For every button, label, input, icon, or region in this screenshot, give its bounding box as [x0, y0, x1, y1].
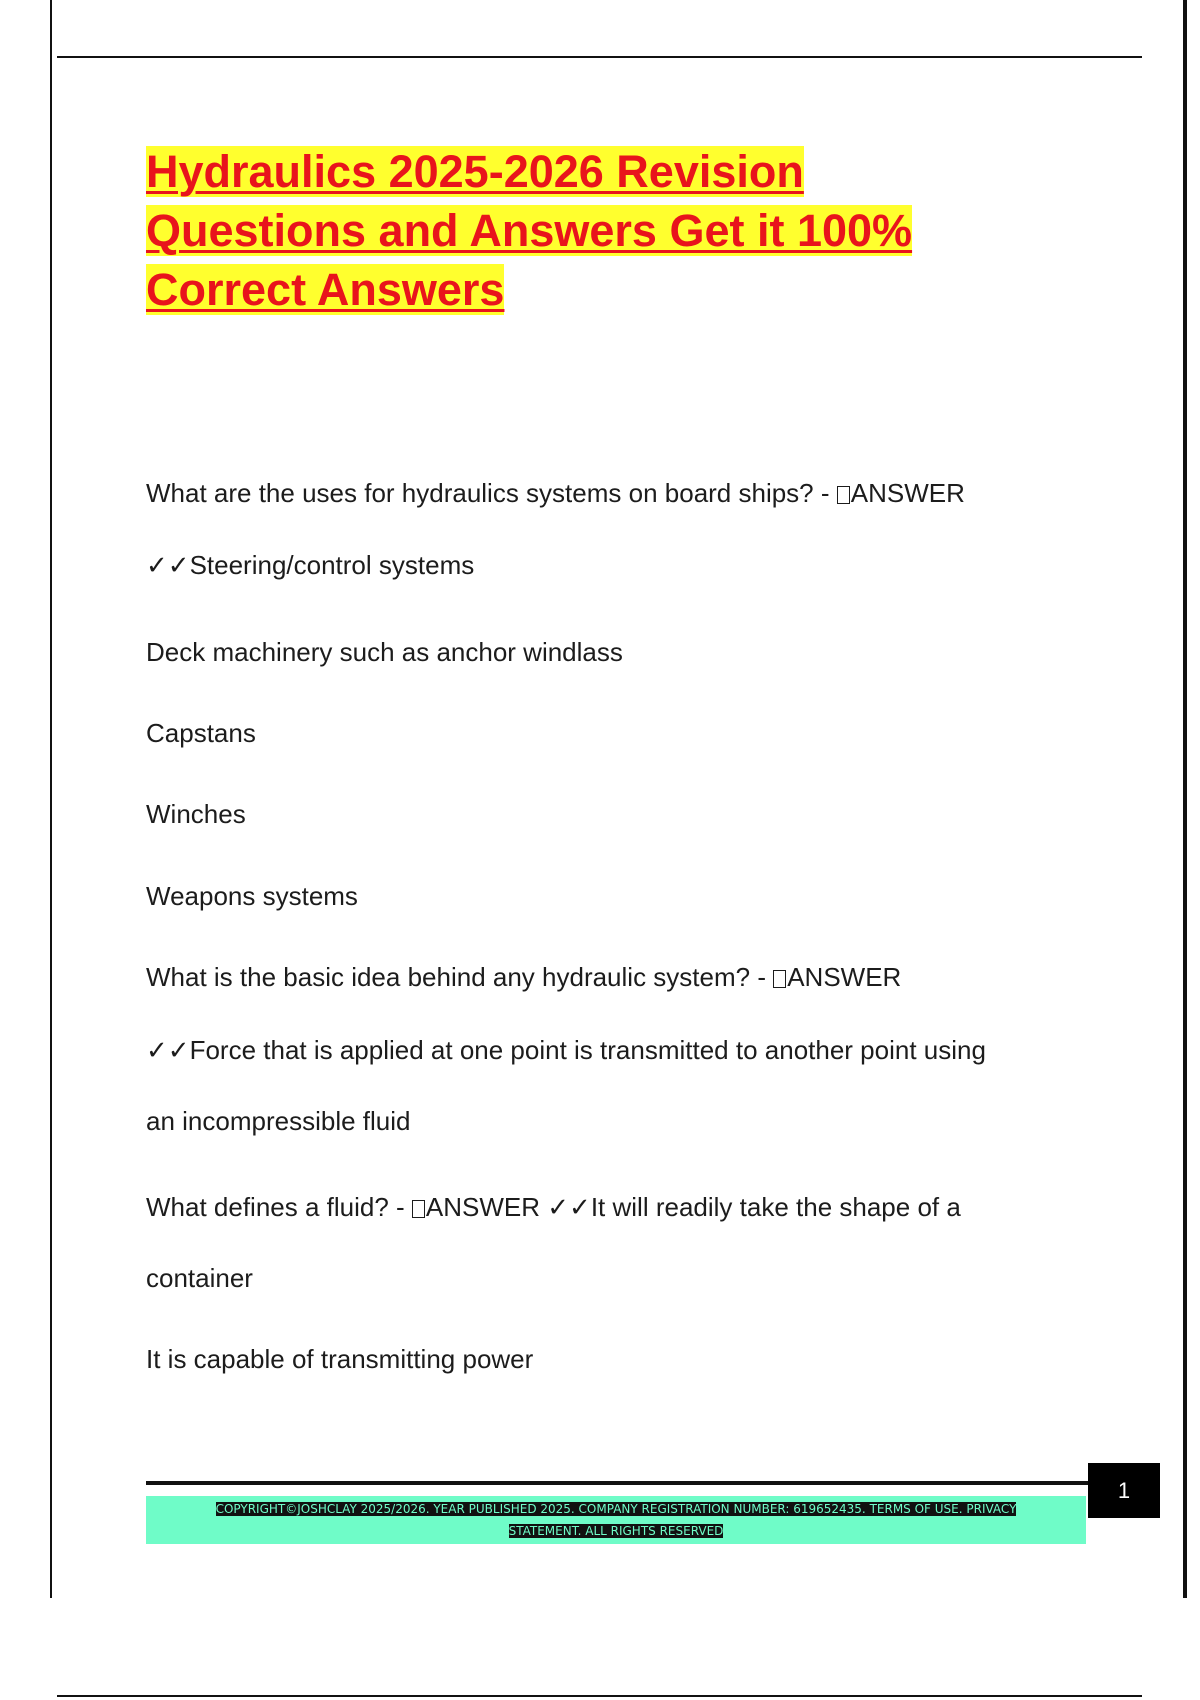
top-rule	[57, 56, 1142, 58]
answer-1-line-2: Deck machinery such as anchor windlass	[146, 637, 623, 667]
copyright-footer	[146, 1496, 1086, 1544]
title-line-3: Correct Answers	[146, 264, 505, 315]
answer-1-line-3: Capstans	[146, 718, 256, 748]
answer-2-line-2: an incompressible fluid	[146, 1106, 411, 1136]
question-3-answer: ANSWER ✓✓It will readily take the shape of a	[425, 1192, 961, 1222]
page-left-border	[50, 0, 52, 1598]
page-right-border	[1183, 0, 1187, 1598]
title-line-1: Hydraulics 2025-2026 Revision	[146, 146, 804, 197]
page-number: 1	[1088, 1463, 1160, 1518]
title-line-2: Questions and Answers Get it 100%	[146, 205, 913, 256]
answer-3-line-3: It is capable of transmitting power	[146, 1344, 534, 1374]
question-3-text: What defines a fluid? -	[146, 1192, 412, 1222]
question-2	[146, 962, 901, 993]
answer-1-line-1: ✓✓Steering/control systems	[146, 550, 475, 580]
footer-rule	[146, 1481, 1088, 1485]
question-1	[146, 478, 965, 509]
answer-2-line-1: ✓✓Force that is applied at one point is transmitted to another point using	[146, 1035, 986, 1065]
bottom-rule	[57, 1695, 1142, 1697]
copyright-line-1: COPYRIGHT©JOSHCLAY 2025/2026. YEAR PUBLISHED 2025. COMPANY REGISTRATION NUMBER: 619652435. TERMS OF USE. PRIVACY	[215, 1502, 1017, 1516]
answer-1-line-5: Weapons systems	[146, 881, 358, 911]
missing-glyph-box-icon	[837, 486, 850, 504]
question-2-text: What is the basic idea behind any hydraulic system? -	[146, 962, 774, 992]
question-1-answer-label: ANSWER	[850, 478, 965, 508]
answer-3-line-2: container	[146, 1263, 253, 1293]
copyright-line-2: STATEMENT. ALL RIGHTS RESERVED	[508, 1524, 724, 1538]
question-2-answer-label: ANSWER	[787, 962, 902, 992]
question-1-text: What are the uses for hydraulics systems on board ships? -	[146, 478, 837, 508]
missing-glyph-box-icon	[412, 1200, 425, 1218]
answer-1-line-4: Winches	[146, 799, 246, 829]
missing-glyph-box-icon	[773, 970, 786, 988]
document-title	[146, 142, 1046, 319]
question-3	[146, 1192, 961, 1223]
